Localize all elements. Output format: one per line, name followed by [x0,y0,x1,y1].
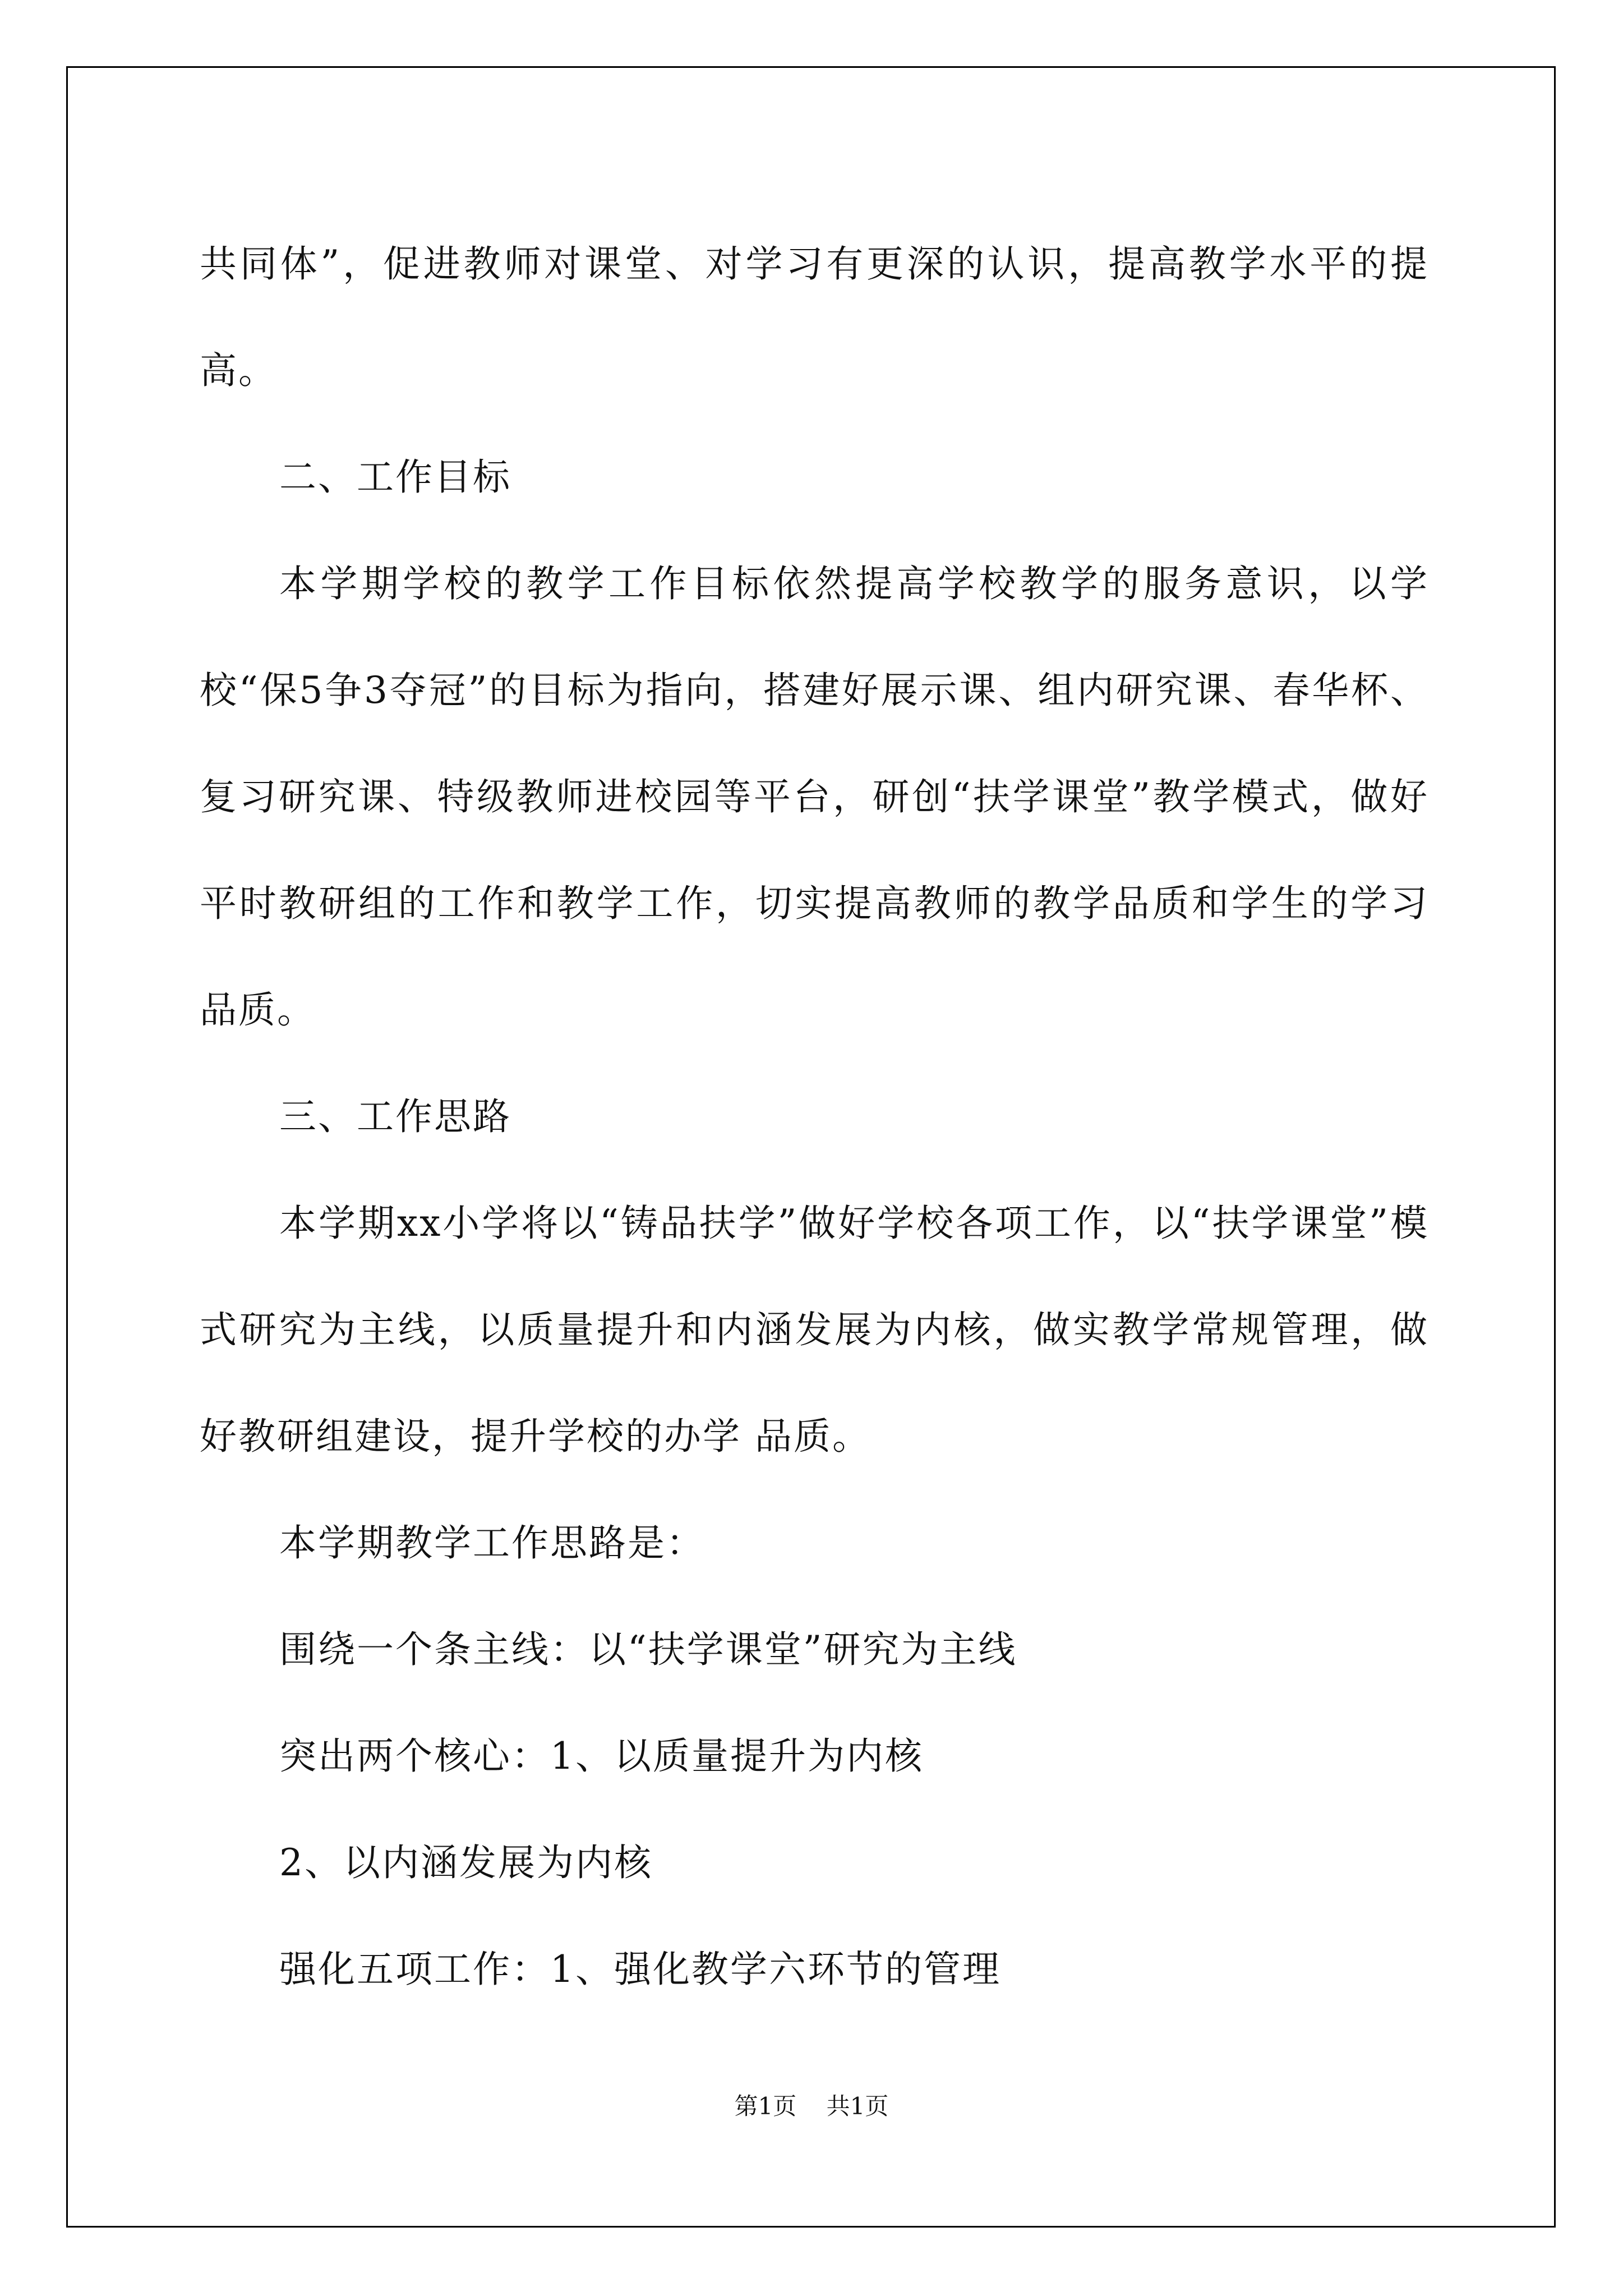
section-heading-approach: 三、工作思路 [279,1095,511,1138]
document-body [200,211,1429,2023]
list-item-main-line: 围绕一个条主线：以“扶学课堂”研究为主线 [279,1628,1017,1671]
list-item-core-two: 2、以内涵发展为内核 [279,1841,653,1884]
list-item-five-tasks: 强化五项工作：1、强化教学六环节的管理 [279,1948,1001,1991]
page-number-footer: 第1页 共1页 [734,2092,889,2120]
paragraph-goals: 本学期学校的教学工作目标依然提高学校教学的服务意识，以学校“保5争3夺冠”的目标为指向，搭建好展示课、组内研究课、春华杯、复习研究课、特级教师进校园等平台，研创“扶学课堂”教学模式，做好平时教研组的工作和教学工作，切实提高教师的教学品质和学生的学习品质。 [200,562,1429,1032]
paragraph-approach-intro: 本学期教学工作思路是： [279,1521,705,1565]
list-item-core-one: 突出两个核心：1、以质量提升为内核 [279,1734,924,1778]
section-heading-goals: 二、工作目标 [279,455,511,499]
paragraph-approach: 本学期xx小学将以“铸品扶学”做好学校各项工作，以“扶学课堂”模式研究为主线，以质量提升和内涵发展为内核，做实教学常规管理，做好教研组建设，提升学校的办学 品质。 [200,1202,1429,1458]
paragraph-continuation: 共同体”，促进教师对课堂、对学习有更深的认识，提高教学水平的提高。 [200,242,1429,392]
